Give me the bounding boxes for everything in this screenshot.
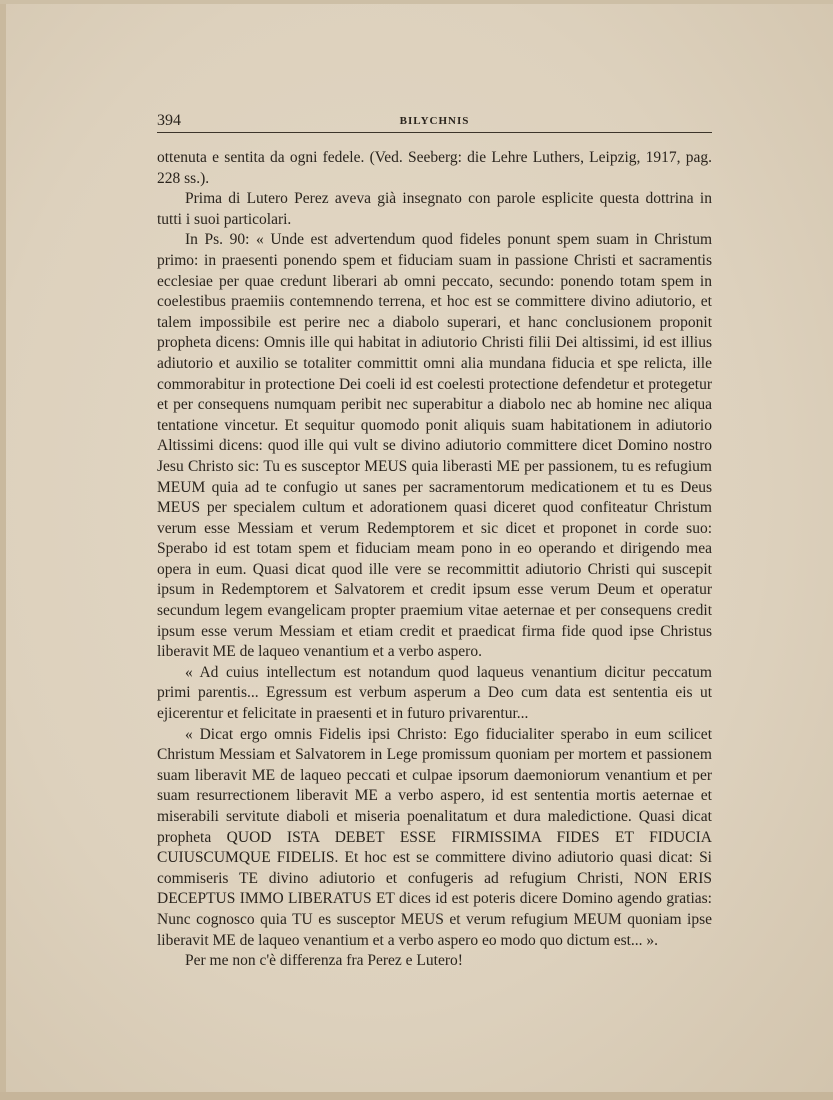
page-top-edge bbox=[0, 0, 833, 4]
page-left-edge bbox=[0, 0, 6, 1100]
page-number: 394 bbox=[157, 112, 181, 129]
body-text bbox=[157, 148, 712, 972]
paragraph: « Dicat ergo omnis Fidelis ipsi Christo: Ego fiducialiter sperabo in eum scilicet Christum Messiam et Salvatorem in Lege promissum quoniam per mortem et passionem suam liberavit ME de laqueo peccati et culpae ipsorum daemoniorum venantium et per suam resurrectionem liberavit ME a verbo aspero, id est sententia mortis aeternae et miserabili servitute diaboli et miseria poenalitatum et dura maledictione. Quasi dicat propheta QUOD ISTA DEBET ESSE FIRMISSIMA FIDES ET FIDUCIA CUIUSCUMQUE FIDELIS. Et hoc est se committere divino adiutorio quasi dicat: Si commiseris TE divino adiutorio et confugeris ad refugium Christi, NON ERIS DECEPTUS IMMO LIBERATUS ET dices id est poteris dicere Domino agendo gratias: Nunc cognosco quia TU es susceptor MEUS et verum refugium MEUM quoniam ipse liberavit ME de laqueo venantium et a verbo aspero eo modo quo dictum est... ». bbox=[157, 725, 712, 949]
paragraph: ottenuta e sentita da ogni fedele. (Ved. Seeberg: die Lehre Luthers, Leipzig, 1917, pag. 228 ss.). bbox=[157, 149, 712, 187]
paragraph: In Ps. 90: « Unde est advertendum quod fideles ponunt spem suam in Christum primo: in praesenti ponendo spem et fiduciam suam in passione Christi et sacramentis ecclesiae per quae credunt liberari ab omni peccato, secundo: ponendo totam spem in coelestibus praemiis contemnendo terrena, et hoc est se committere divino adiutorio, et talem impossibile est perire nec a diabolo superari, et hanc conclusionem proponit propheta dicens: Omnis ille qui habitat in adiutorio Christi filii Dei altissimi, id est illius adiutorio et auxilio se totaliter committit omni alia mundana fiducia et spe relicta, ille commorabitur in protectione Dei coeli id est coelesti protectione defendetur et protegetur et per consequens numquam peribit nec superabitur a diabolo nec ab homine nec aliqua tentatione vincetur. Et sequitur quomodo ponit aliquis suam habitationem in adiutorio Altissimi dicens: quod ille qui vult se divino adiutorio committere dicet Domino nostro Jesu Christo sic: Tu es susceptor MEUS quia liberasti ME per passionem, tu es refugium MEUM quia ad te confugio ut sanes per sacramentorum medicationem et tu es Deus MEUS per specialem cultum et adorationem quasi diceret quod confiteatur Christum verum esse Messiam et verum Redemptorem et sic dicet et proponet in corde suo: Sperabo id est totam spem et fiduciam meam pono in eo operando et dirigendo mea opera in eum. Quasi dicat quod ille vere se recommittit adiutorio Christi qui suscepit ipsum in Redemptorem et Salvatorem et credit ipsum esse verum Deum et operatur secundum legem evangelicam propter praemium vitae aeternae et per consequens credit ipsum esse verum Messiam et etiam credit et praedicat firma fide quod ipse Christus liberavit ME de laqueo venantium et a verbo aspero. bbox=[157, 231, 712, 661]
paragraph: « Ad cuius intellectum est notandum quod laqueus venantium dicitur peccatum primi parentis... Egressum est verbum asperum a Deo cum data est sententia eis ut ejicerentur et felicitate in praesenti et in futuro privarentur... bbox=[157, 663, 712, 723]
running-title: BILYCHNIS bbox=[399, 115, 470, 127]
paragraph: Prima di Lutero Perez aveva già insegnato con parole esplicite questa dottrina in tutti i suoi particolari. bbox=[157, 190, 712, 228]
page-bottom-edge bbox=[0, 1092, 833, 1100]
page-header bbox=[157, 112, 712, 133]
paragraph: Per me non c'è differenza fra Perez e Lutero! bbox=[185, 952, 463, 970]
